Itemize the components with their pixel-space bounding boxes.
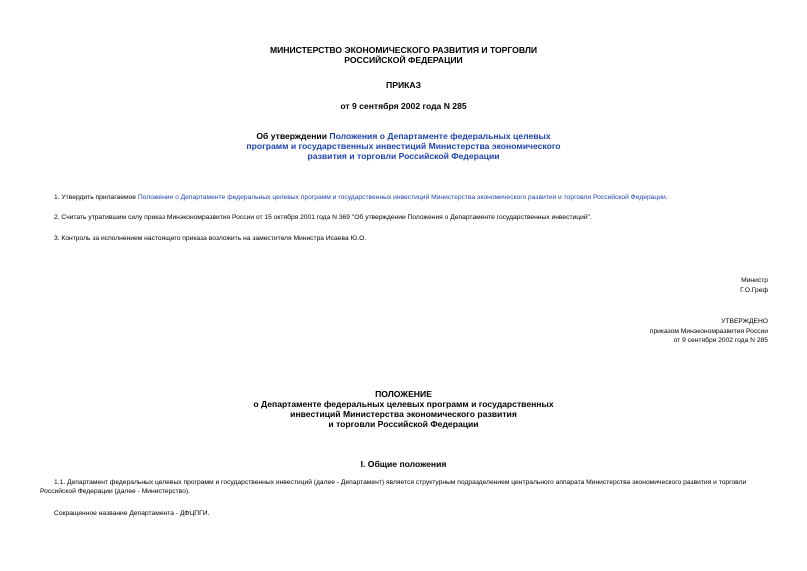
- regulation-title: [0, 389, 807, 429]
- regulation-line-1: о Департаменте федеральных целевых программ и государственных: [253, 399, 554, 409]
- title-prefix: Об утверждении: [256, 131, 330, 141]
- paragraph-3: 3. Контроль за исполнением настоящего приказа возложить на заместителя Министра Исаева Ю.О.: [54, 235, 367, 242]
- approval-line-3: от 9 сентября 2002 года N 285: [673, 337, 768, 344]
- ministry-header: [0, 45, 807, 65]
- title-link-line-2[interactable]: программ и государственных инвестиций Министерства экономического: [246, 141, 561, 151]
- p1-suffix: .: [665, 194, 668, 201]
- ministry-line-1: МИНИСТЕРСТВО ЭКОНОМИЧЕСКОГО РАЗВИТИЯ И ТОРГОВЛИ: [269, 45, 538, 55]
- title-link-line-1[interactable]: Положения о Департаменте федеральных целевых: [329, 131, 551, 141]
- section-1-short-name: Сокращенное название Департамента - ДФЦПГИ.: [54, 510, 210, 517]
- order-title: [0, 131, 807, 161]
- signature-block: [740, 276, 768, 295]
- signature-name: Г.О.Греф: [740, 286, 768, 294]
- regulation-heading: ПОЛОЖЕНИЕ: [375, 389, 432, 399]
- paragraph-1: [54, 193, 668, 202]
- regulation-line-3: и торговли Российской Федерации: [328, 419, 479, 429]
- title-link-line-3[interactable]: развития и торговли Российской Федерации: [307, 151, 500, 161]
- approval-line-1: УТВЕРЖДЕНО: [721, 318, 768, 325]
- paragraph-2: 2. Считать утратившим силу приказ Минэкономразвития России от 15 октября 2001 года N 369 "Об утверждении Положения о Департаменте государственных инвестиций".: [54, 214, 592, 221]
- doc-date-number: от 9 сентября 2002 года N 285: [340, 101, 467, 111]
- p1-prefix: 1. Утвердить прилагаемое: [54, 194, 138, 201]
- approval-line-2: приказом Минэкономразвития России: [649, 327, 768, 335]
- signature-role: Министр: [741, 277, 768, 284]
- regulation-line-2: инвестиций Министерства экономического развития: [290, 409, 517, 419]
- p1-link[interactable]: Положение о Департаменте федеральных целевых программ и государственных инвестиций Министерства экономического развития и торговли Российской Федерации: [137, 194, 666, 201]
- approval-block: [650, 317, 768, 346]
- section-1-heading: I. Общие положения: [360, 459, 447, 469]
- section-1-paragraph-1: 1.1. Департамент федеральных целевых программ и государственных инвестиций (далее - Департамент) является структурным подразделением центрального аппарата Министерства экономического развития и торговли Российской Федерации (далее - Министерство).: [40, 479, 747, 495]
- ministry-line-2: РОССИЙСКОЙ ФЕДЕРАЦИИ: [344, 55, 463, 65]
- doc-type: ПРИКАЗ: [386, 80, 421, 90]
